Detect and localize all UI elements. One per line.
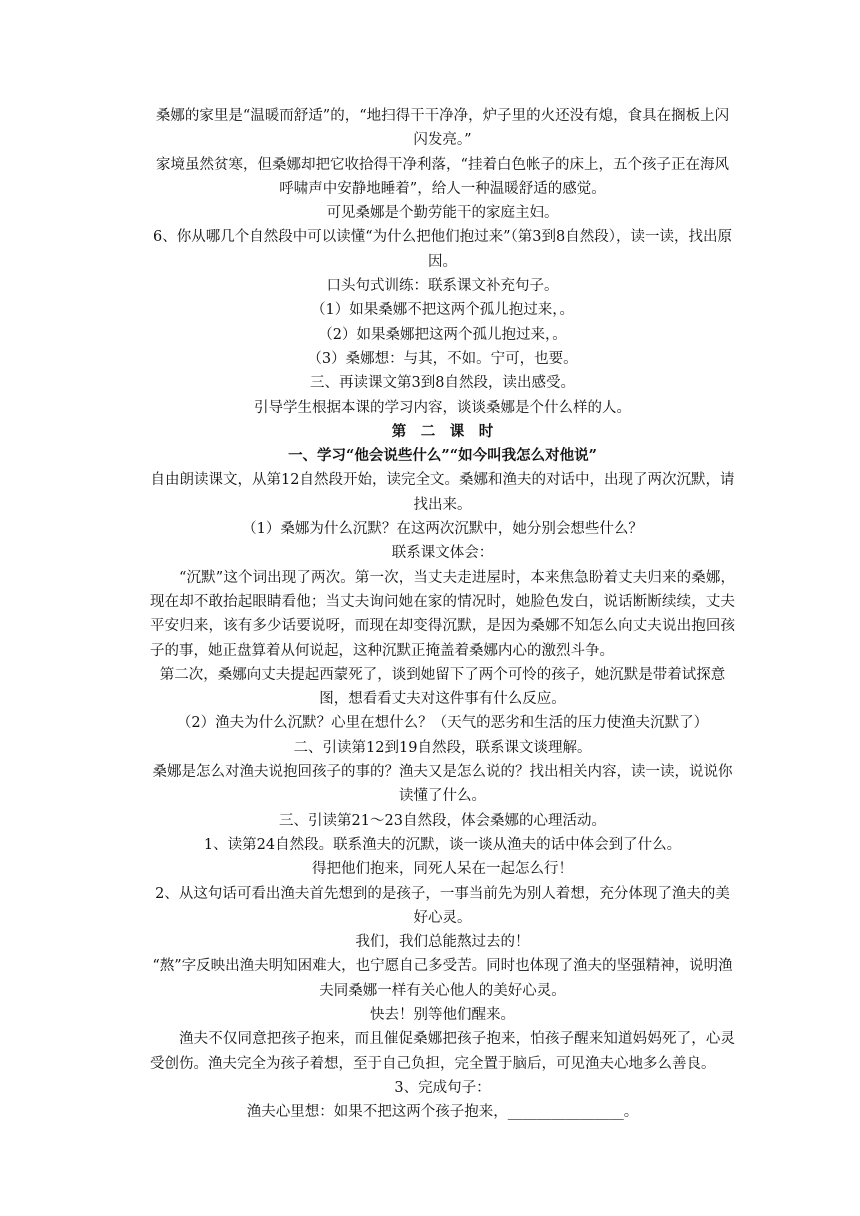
paragraph: 得把他们抱来，同死人呆在一起怎么行！ xyxy=(312,861,573,878)
paragraph: 二、引读第12到19自然段，联系课文谈理解。 xyxy=(293,739,592,756)
paragraph: （3）桑娜想：与其，不如。宁可，也要。 xyxy=(307,350,578,367)
paragraph: （2）如果桑娜把这两个孤儿抱过来，。 xyxy=(318,326,567,343)
section-heading: 第 二 课 时 xyxy=(391,422,494,440)
subsection-heading: 一、学习“他会说些什么”“如今叫我怎么对他说” xyxy=(288,447,597,465)
paragraph: 桑娜的家里是“温暖而舒适”的，“地扫得干干净净，炉子里的火还没有熄，食具在搁板上闪闪发亮。” xyxy=(155,108,730,149)
paragraph: 3、完成句子： xyxy=(394,1079,491,1096)
paragraph: 快去！别等他们醒来。 xyxy=(370,1006,515,1023)
paragraph: 口头句式训练：联系课文补充句子。 xyxy=(326,278,559,295)
paragraph: 桑娜是怎么对渔夫说抱回孩子的事的？渔夫又是怎么说的？找出相关内容，读一读，说说你读懂了什么。 xyxy=(152,764,733,805)
paragraph: 我们，我们总能熬过去的！ xyxy=(355,934,530,951)
paragraph: 渔夫心里想：如果不把这两个孩子抱来，________________。 xyxy=(246,1104,639,1121)
paragraph: 三、再读课文第3到8自然段，读出感受。 xyxy=(310,375,575,392)
paragraph: （1）桑娜为什么沉默？在这两次沉默中，她分别会想些什么？ xyxy=(242,521,643,538)
document-body xyxy=(150,104,735,1124)
paragraph: 2、从这句话可看出渔夫首先想到的是孩子，一事当前先为别人着想，充分体现了渔夫的美好心灵。 xyxy=(155,885,730,926)
paragraph: 引导学生根据本课的学习内容，谈谈桑娜是个什么样的人。 xyxy=(254,399,631,416)
paragraph: 可见桑娜是个勤劳能干的家庭主妇。 xyxy=(326,205,559,222)
paragraph: 联系课文体会： xyxy=(391,545,494,562)
paragraph: 家境虽然贫寒，但桑娜却把它收拾得干净利落，“挂着白色帐子的床上，五个孩子正在海风呼啸声中安静地睡着”，给人一种温暖舒适的感觉。 xyxy=(156,156,729,197)
paragraph: “沉默”这个词出现了两次。第一次，当丈夫走进屋时，本来焦急盼着丈夫归来的桑娜，现在却不敢抬起眼睛看他；当丈夫询问她在家的情况时，她脸色发白，说话断断续续，丈夫平安归来，该有多少话要说呀，而现在却变得沉默，是因为桑娜不知怎么向丈夫说出抱回孩子的事，她正盘算着从何说起，这种沉默正掩盖着桑娜内心的激烈斗争。 xyxy=(150,569,735,659)
paragraph: （1）如果桑娜不把这两个孤儿抱过来，。 xyxy=(311,302,574,319)
paragraph: 1、读第24自然段。联系渔夫的沉默，谈一谈从渔夫的话中体会到了什么。 xyxy=(203,836,682,853)
paragraph: （2）渔夫为什么沉默？心里在想什么？（天气的恶劣和生活的压力使渔夫沉默了） xyxy=(176,715,709,732)
paragraph: 6、你从哪几个自然段中可以读懂“为什么把他们抱过来”（第3到8自然段），读一读，找出原因。 xyxy=(153,229,732,270)
paragraph: 第二次，桑娜向丈夫提起西蒙死了，谈到她留下了两个可怜的孩子，她沉默是带着试探意图，想看看丈夫对这件事有什么反应。 xyxy=(159,666,726,708)
paragraph: “熬”字反映出渔夫明知困难大，也宁愿自己多受苦。同时也体现了渔夫的坚强精神，说明渔夫同桑娜一样有关心他人的美好心灵。 xyxy=(152,958,733,999)
paragraph: 三、引读第21～23自然段，体会桑娜的心理活动。 xyxy=(279,812,606,829)
paragraph: 渔夫不仅同意把孩子抱来，而且催促桑娜把孩子抱来，怕孩子醒来知道妈妈死了，心灵受创伤。渔夫完全为孩子着想，至于自己负担，完全置于脑后，可见渔夫心地多么善良。 xyxy=(150,1031,735,1072)
paragraph: 自由朗读课文，从第12自然段开始，读完全文。桑娜和渔夫的对话中，出现了两次沉默，请找出来。 xyxy=(150,472,735,513)
